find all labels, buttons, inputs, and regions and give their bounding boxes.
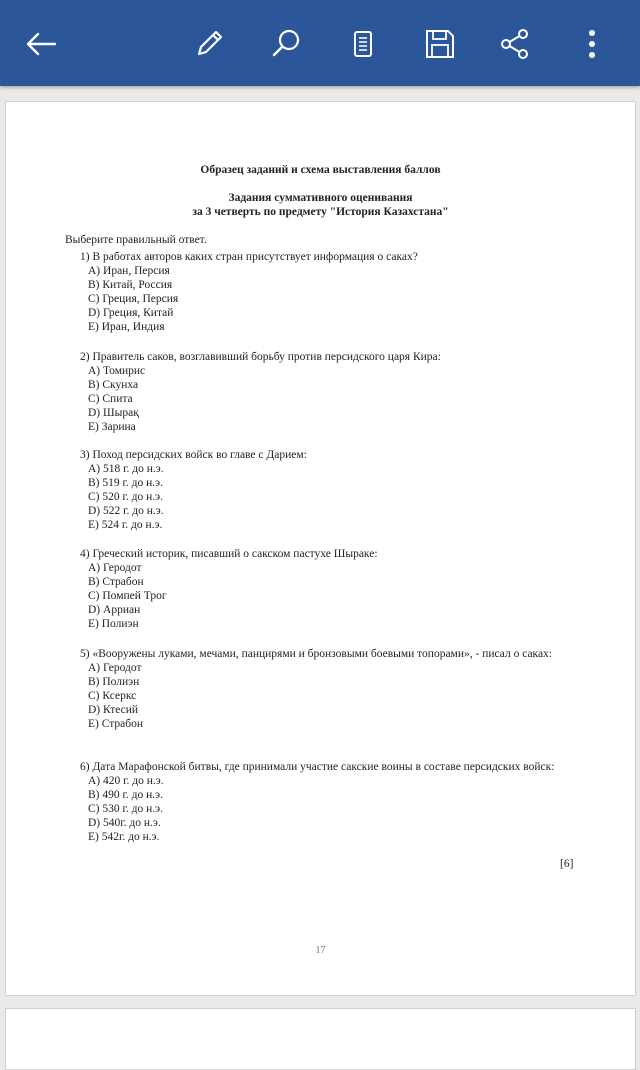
question-3 [80,448,580,532]
doc-subtitle: Задания суммативного оценивания [228,192,413,204]
answer-option: Е) Страбон [88,718,144,730]
answer-option: А) Геродот [88,562,142,574]
reading-view-button[interactable] [341,22,385,66]
answer-option: В) Китай, Россия [88,279,173,291]
search-button[interactable] [264,22,308,66]
answer-option: В) 519 г. до н.э. [88,477,163,489]
question-5 [80,647,580,731]
question-text: 3) Поход персидских войск во главе с Дарием: [80,449,307,461]
question-text: 6) Дата Марафонской битвы, где принимали участие сакские воины в составе персидских войск: [80,761,555,773]
question-2 [80,350,580,434]
share-button[interactable] [493,22,537,66]
answer-option: А) 518 г. до н.э. [88,463,164,475]
answer-option: D) Шырақ [88,407,139,419]
question-text: 1) В работах авторов каких стран присутствует информация о саках? [80,251,418,263]
back-button[interactable] [19,22,63,66]
answer-option: D) Арриан [88,604,141,616]
score-total: [6] [560,858,574,870]
answer-option: D) Ктесий [88,704,139,716]
next-document-page [5,1008,636,1070]
answer-option: А) Геродот [88,662,142,674]
answer-option: В) Полиэн [88,676,140,688]
page-number: 17 [315,945,326,956]
answer-option: Е) Иран, Индия [88,321,165,333]
save-button[interactable] [418,22,462,66]
document-page [5,101,636,996]
question-text: 5) «Вооружены луками, мечами, панцирями и бронзовыми боевыми топорами», - писал о саках: [80,648,553,660]
answer-option: Е) 524 г. до н.э. [88,519,163,531]
question-text: 4) Греческий историк, писавший о сакском пастухе Шыраке: [80,548,378,560]
question-text: 2) Правитель саков, возглавивший борьбу против персидского царя Кира: [80,351,441,363]
answer-option: В) Страбон [88,576,144,588]
answer-option: С) Помпей Трог [88,590,167,602]
answer-option: D) Греция, Китай [88,307,174,319]
question-6 [80,760,580,844]
share-icon [497,26,533,62]
answer-option: В) Скунха [88,379,139,391]
back-arrow-icon [23,26,59,62]
question-1 [80,250,580,334]
instruction-text: Выберите правильный ответ. [65,234,207,246]
answer-option: С) Спита [88,393,133,405]
edit-button[interactable] [187,22,231,66]
answer-option: С) 530 г. до н.э. [88,803,163,815]
doc-title: Образец заданий и схема выставления баллов [200,164,441,176]
answer-option: D) 540г. до н.э. [88,817,161,829]
answer-option: D) 522 г. до н.э. [88,505,164,517]
pen-icon [191,26,227,62]
answer-option: Е) Зарина [88,421,136,433]
answer-option: В) 490 г. до н.э. [88,789,163,801]
more-vertical-icon [574,26,610,62]
doc-subtitle-subject: за 3 четверть по предмету "История Казахстана" [192,206,449,218]
answer-option: А) Томирис [88,365,146,377]
app-toolbar [0,0,640,86]
answer-option: А) Иран, Персия [88,265,170,277]
answer-option: Е) Полиэн [88,618,139,630]
search-icon [268,26,304,62]
save-icon [422,26,458,62]
answer-option: А) 420 г. до н.э. [88,775,164,787]
answer-option: Е) 542г. до н.э. [88,831,160,843]
more-options-button[interactable] [570,22,614,66]
answer-option: С) 520 г. до н.э. [88,491,163,503]
answer-option: С) Ксеркс [88,690,137,702]
reading-view-icon [345,26,381,62]
answer-option: С) Греция, Персия [88,293,179,305]
question-4 [80,547,580,631]
